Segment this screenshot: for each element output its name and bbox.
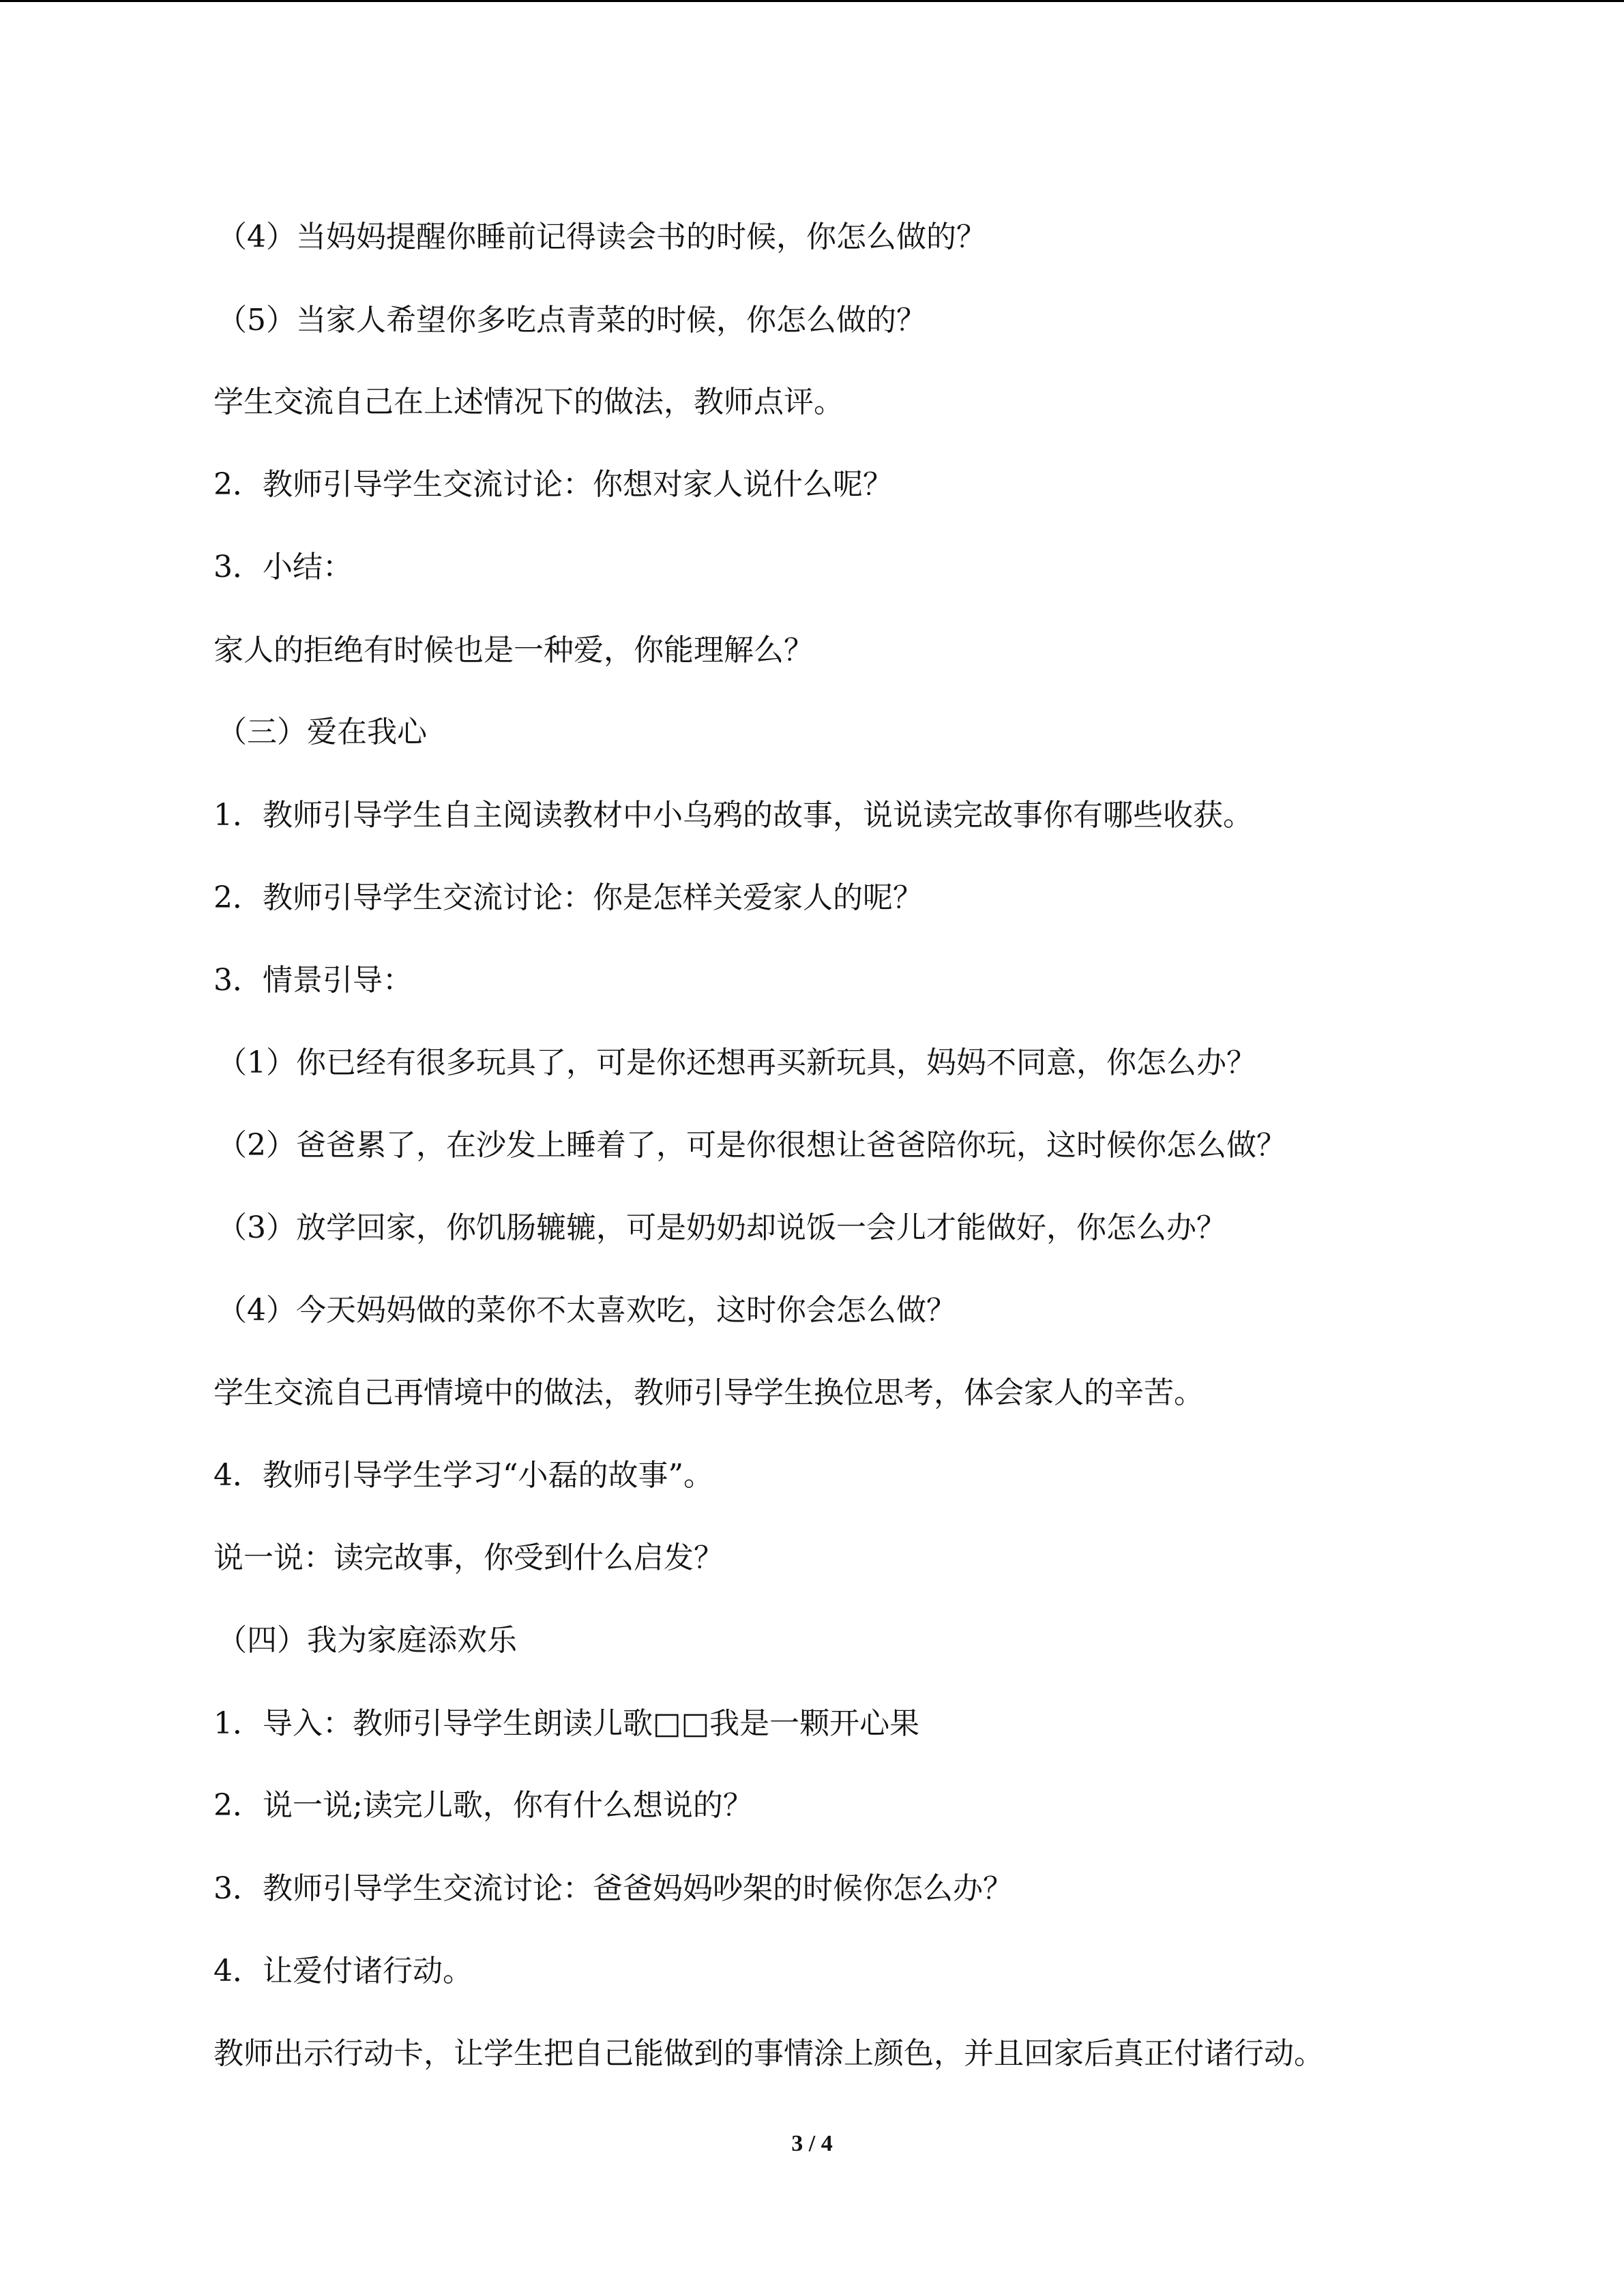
- paragraph-line: 学生交流自己再情境中的做法，教师引导学生换位思考，体会家人的辛苦。: [213, 1375, 1204, 1410]
- page-number: 3 / 4: [791, 2131, 833, 2156]
- paragraph-line: 2．教师引导学生交流讨论：你想对家人说什么呢？: [213, 467, 893, 502]
- paragraph-line: （2）爸爸累了，在沙发上睡着了，可是你很想让爸爸陪你玩，这时候你怎么做？: [217, 1128, 1286, 1163]
- paragraph-line: 4．教师引导学生学习“小磊的故事”。: [213, 1458, 713, 1493]
- paragraph-line: 家人的拒绝有时候也是一种爱，你能理解么？: [213, 633, 814, 668]
- paragraph-line: 教师出示行动卡，让学生把自己能做到的事情涂上颜色，并且回家后真正付诸行动。: [213, 2036, 1324, 2071]
- paragraph-line: 学生交流自己在上述情况下的做法，教师点评。: [213, 385, 844, 419]
- paragraph-line: 4．让爱付诸行动。: [213, 1954, 473, 1988]
- paragraph-line: 3．情景引导：: [213, 963, 413, 998]
- paragraph-line: 1．教师引导学生自主阅读教材中小乌鸦的故事，说说读完故事你有哪些收获。: [213, 798, 1253, 833]
- paragraph-line: 3．教师引导学生交流讨论：爸爸妈妈吵架的时候你怎么办？: [213, 1871, 1013, 1906]
- section-heading: （四）我为家庭添欢乐: [217, 1623, 517, 1658]
- paragraph-line: 1．导入：教师引导学生朗读儿歌□□我是一颗开心果: [213, 1706, 920, 1741]
- paragraph-line: 3．小结：: [213, 550, 353, 584]
- paragraph-line: 2．说一说;读完儿歌，你有什么想说的？: [213, 1788, 753, 1823]
- paragraph-line: （1）你已经有很多玩具了，可是你还想再买新玩具，妈妈不同意，你怎么办？: [217, 1045, 1256, 1080]
- paragraph-line: （5）当家人希望你多吃点青菜的时候，你怎么做的？: [217, 303, 926, 338]
- paragraph-line: （3）放学回家，你饥肠辘辘，可是奶奶却说饭一会儿才能做好，你怎么办？: [217, 1210, 1226, 1245]
- section-heading: （三）爱在我心: [217, 715, 427, 749]
- paragraph-line: （4）今天妈妈做的菜你不太喜欢吃，这时你会怎么做？: [217, 1293, 956, 1328]
- paragraph-line: 2．教师引导学生交流讨论：你是怎样关爱家人的呢？: [213, 880, 923, 915]
- paragraph-line: 说一说：读完故事，你受到什么启发？: [213, 1540, 724, 1575]
- paragraph-line: （4）当妈妈提醒你睡前记得读会书的时候，你怎么做的？: [217, 220, 986, 254]
